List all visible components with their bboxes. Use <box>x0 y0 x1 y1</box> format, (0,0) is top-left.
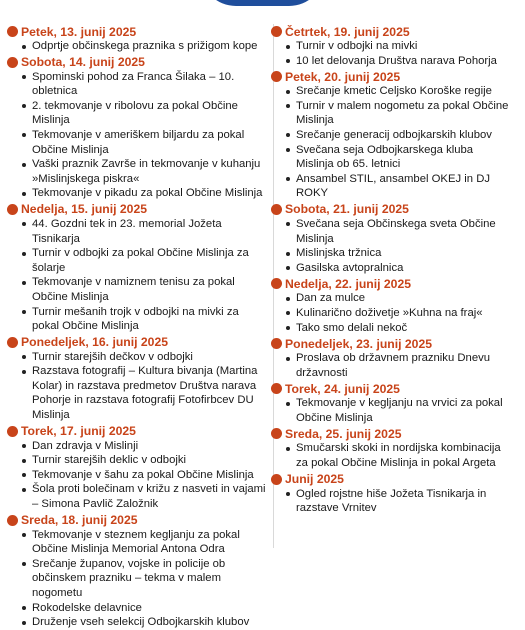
event-list <box>20 439 267 512</box>
event-list <box>284 217 509 275</box>
event-item: Šola proti bolečinam v križu z nasveti in vajami – Simona Pavlič Založnik <box>20 482 267 511</box>
day-label: Četrtek, 19. junij 2025 <box>285 24 410 39</box>
day-section <box>284 69 509 201</box>
event-item: Tekmovanje v šahu za pokal Občine Mislinja <box>20 468 267 483</box>
event-item: Turnir starejših dečkov v odbojki <box>20 350 267 365</box>
bullet-dot-icon <box>271 338 282 349</box>
bullet-dot-icon <box>271 71 282 82</box>
left-column <box>20 24 273 629</box>
event-item: Srečanje kmetic Celjsko Koroške regije <box>284 84 509 99</box>
bullet-dot-icon <box>7 57 18 68</box>
day-label: Sobota, 21. junij 2025 <box>285 202 409 217</box>
event-item: Kulinarično doživetje »Kuhna na fraj« <box>284 306 509 321</box>
bullet-dot-icon <box>271 383 282 394</box>
bullet-dot-icon <box>7 515 18 526</box>
day-label: Petek, 20. junij 2025 <box>285 69 401 84</box>
right-column <box>273 24 509 548</box>
day-heading <box>20 513 267 528</box>
event-item: Ansambel STIL, ansambel OKEJ in DJ ROKY <box>284 172 509 201</box>
event-list <box>284 441 509 470</box>
day-label: Sreda, 25. junij 2025 <box>285 426 402 441</box>
bullet-dot-icon <box>271 204 282 215</box>
event-item: Turnir mešanih trojk v odbojki na mivki za pokal Občine Mislinja <box>20 305 267 334</box>
event-list <box>284 396 509 425</box>
event-list <box>284 291 509 335</box>
event-item: Druženje vseh selekcij Odbojkarskih klubov <box>20 615 267 630</box>
event-item: Tekmovanje v kegljanju na vrvici za pokal Občine Mislinja <box>284 396 509 425</box>
day-heading <box>284 276 509 291</box>
event-item: Spominski pohod za Franca Šilaka – 10. obletnica <box>20 70 267 99</box>
bullet-dot-icon <box>271 474 282 485</box>
event-item: Ogled rojstne hiše Jožeta Tisnikarja in razstave Vrnitev <box>284 487 509 516</box>
event-item: 2. tekmovanje v ribolovu za pokal Občine Mislinja <box>20 99 267 128</box>
day-heading <box>20 24 267 39</box>
day-section <box>284 472 509 516</box>
event-item: Tako smo delali nekoč <box>284 321 509 336</box>
day-heading <box>20 202 267 217</box>
event-list <box>20 350 267 423</box>
event-item: Razstava fotografij – Kultura bivanja (Martina Kolar) in razstava predmetov Društva narava Pohorje in razstava fotografij Fotofirbcev DU Mislinja <box>20 364 267 422</box>
bullet-dot-icon <box>7 26 18 37</box>
bullet-dot-icon <box>271 278 282 289</box>
event-item: 44. Gozdni tek in 23. memorial Jožeta Tisnikarja <box>20 217 267 246</box>
event-item: Smučarski skoki in nordijska kombinacija za pokal Občine Mislinja in pokal Argeta <box>284 441 509 470</box>
day-heading <box>20 335 267 350</box>
day-section <box>20 335 267 423</box>
event-item: Gasilska avtopralnica <box>284 261 509 276</box>
day-heading <box>284 426 509 441</box>
day-heading <box>20 424 267 439</box>
day-section <box>284 276 509 335</box>
day-section <box>20 202 267 334</box>
day-section <box>20 24 267 54</box>
day-section <box>284 426 509 470</box>
day-section <box>284 381 509 425</box>
event-item: Dan za mulce <box>284 291 509 306</box>
event-item: Tekmovanje v namiznem tenisu za pokal Občine Mislinja <box>20 275 267 304</box>
event-list <box>20 70 267 201</box>
day-label: Ponedeljek, 23. junij 2025 <box>285 336 432 351</box>
day-heading <box>284 202 509 217</box>
event-list <box>20 528 267 630</box>
event-list <box>284 84 509 201</box>
event-item: Tekmovanje v ameriškem biljardu za pokal Občine Mislinja <box>20 128 267 157</box>
event-list <box>20 39 267 54</box>
day-label: Sobota, 14. junij 2025 <box>21 55 145 70</box>
event-item: Tekmovanje v steznem kegljanju za pokal Občine Mislinja Memorial Antona Odra <box>20 528 267 557</box>
day-section <box>284 336 509 380</box>
event-item: 10 let delovanja Društva narava Pohorja <box>284 54 509 69</box>
event-item: Dan zdravja v Mislinji <box>20 439 267 454</box>
bullet-dot-icon <box>7 204 18 215</box>
day-heading <box>284 69 509 84</box>
event-item: Turnir v odbojki na mivki <box>284 39 509 54</box>
bullet-dot-icon <box>271 428 282 439</box>
day-section <box>284 202 509 275</box>
event-list <box>20 217 267 334</box>
bullet-dot-icon <box>7 426 18 437</box>
event-item: Svečana seja Odbojkarskega kluba Mislinja ob 65. letnici <box>284 143 509 172</box>
day-heading <box>284 336 509 351</box>
bullet-dot-icon <box>7 337 18 348</box>
day-heading <box>284 472 509 487</box>
day-label: Nedelja, 15. junij 2025 <box>21 202 147 217</box>
day-label: Nedelja, 22. junij 2025 <box>285 276 411 291</box>
day-heading <box>284 381 509 396</box>
day-label: Petek, 13. junij 2025 <box>21 24 137 39</box>
event-list <box>284 487 509 516</box>
event-item: Svečana seja Občinskega sveta Občine Mislinja <box>284 217 509 246</box>
event-item: Srečanje generacij odbojkarskih klubov <box>284 128 509 143</box>
event-item: Vaški praznik Završe in tekmovanje v kuhanju »Mislinjskega piskra« <box>20 157 267 186</box>
event-item: Mislinjska tržnica <box>284 246 509 261</box>
event-item: Tekmovanje v pikadu za pokal Občine Mislinja <box>20 186 267 201</box>
day-section <box>20 55 267 201</box>
event-item: Turnir starejših deklic v odbojki <box>20 453 267 468</box>
event-item: Turnir v malem nogometu za pokal Občine Mislinja <box>284 99 509 128</box>
event-item: Rokodelske delavnice <box>20 601 267 616</box>
day-label: Ponedeljek, 16. junij 2025 <box>21 335 168 350</box>
day-heading <box>20 55 267 70</box>
day-section <box>284 24 509 68</box>
event-item: Turnir v odbojki za pokal Občine Mislinja za šolarje <box>20 246 267 275</box>
day-label: Torek, 24. junij 2025 <box>285 381 400 396</box>
day-section <box>20 513 267 630</box>
day-section <box>20 424 267 512</box>
event-list <box>284 39 509 68</box>
event-item: Srečanje županov, vojske in policije ob občinskem prazniku – tekma v malem nogometu <box>20 557 267 601</box>
day-label: Torek, 17. junij 2025 <box>21 424 136 439</box>
day-label: Junij 2025 <box>285 472 344 487</box>
event-item: Odprtje občinskega praznika s prižigom kope <box>20 39 267 54</box>
event-list <box>284 351 509 380</box>
event-item: Proslava ob državnem prazniku Dnevu državnosti <box>284 351 509 380</box>
day-heading <box>284 24 509 39</box>
day-label: Sreda, 18. junij 2025 <box>21 513 138 528</box>
bullet-dot-icon <box>271 26 282 37</box>
